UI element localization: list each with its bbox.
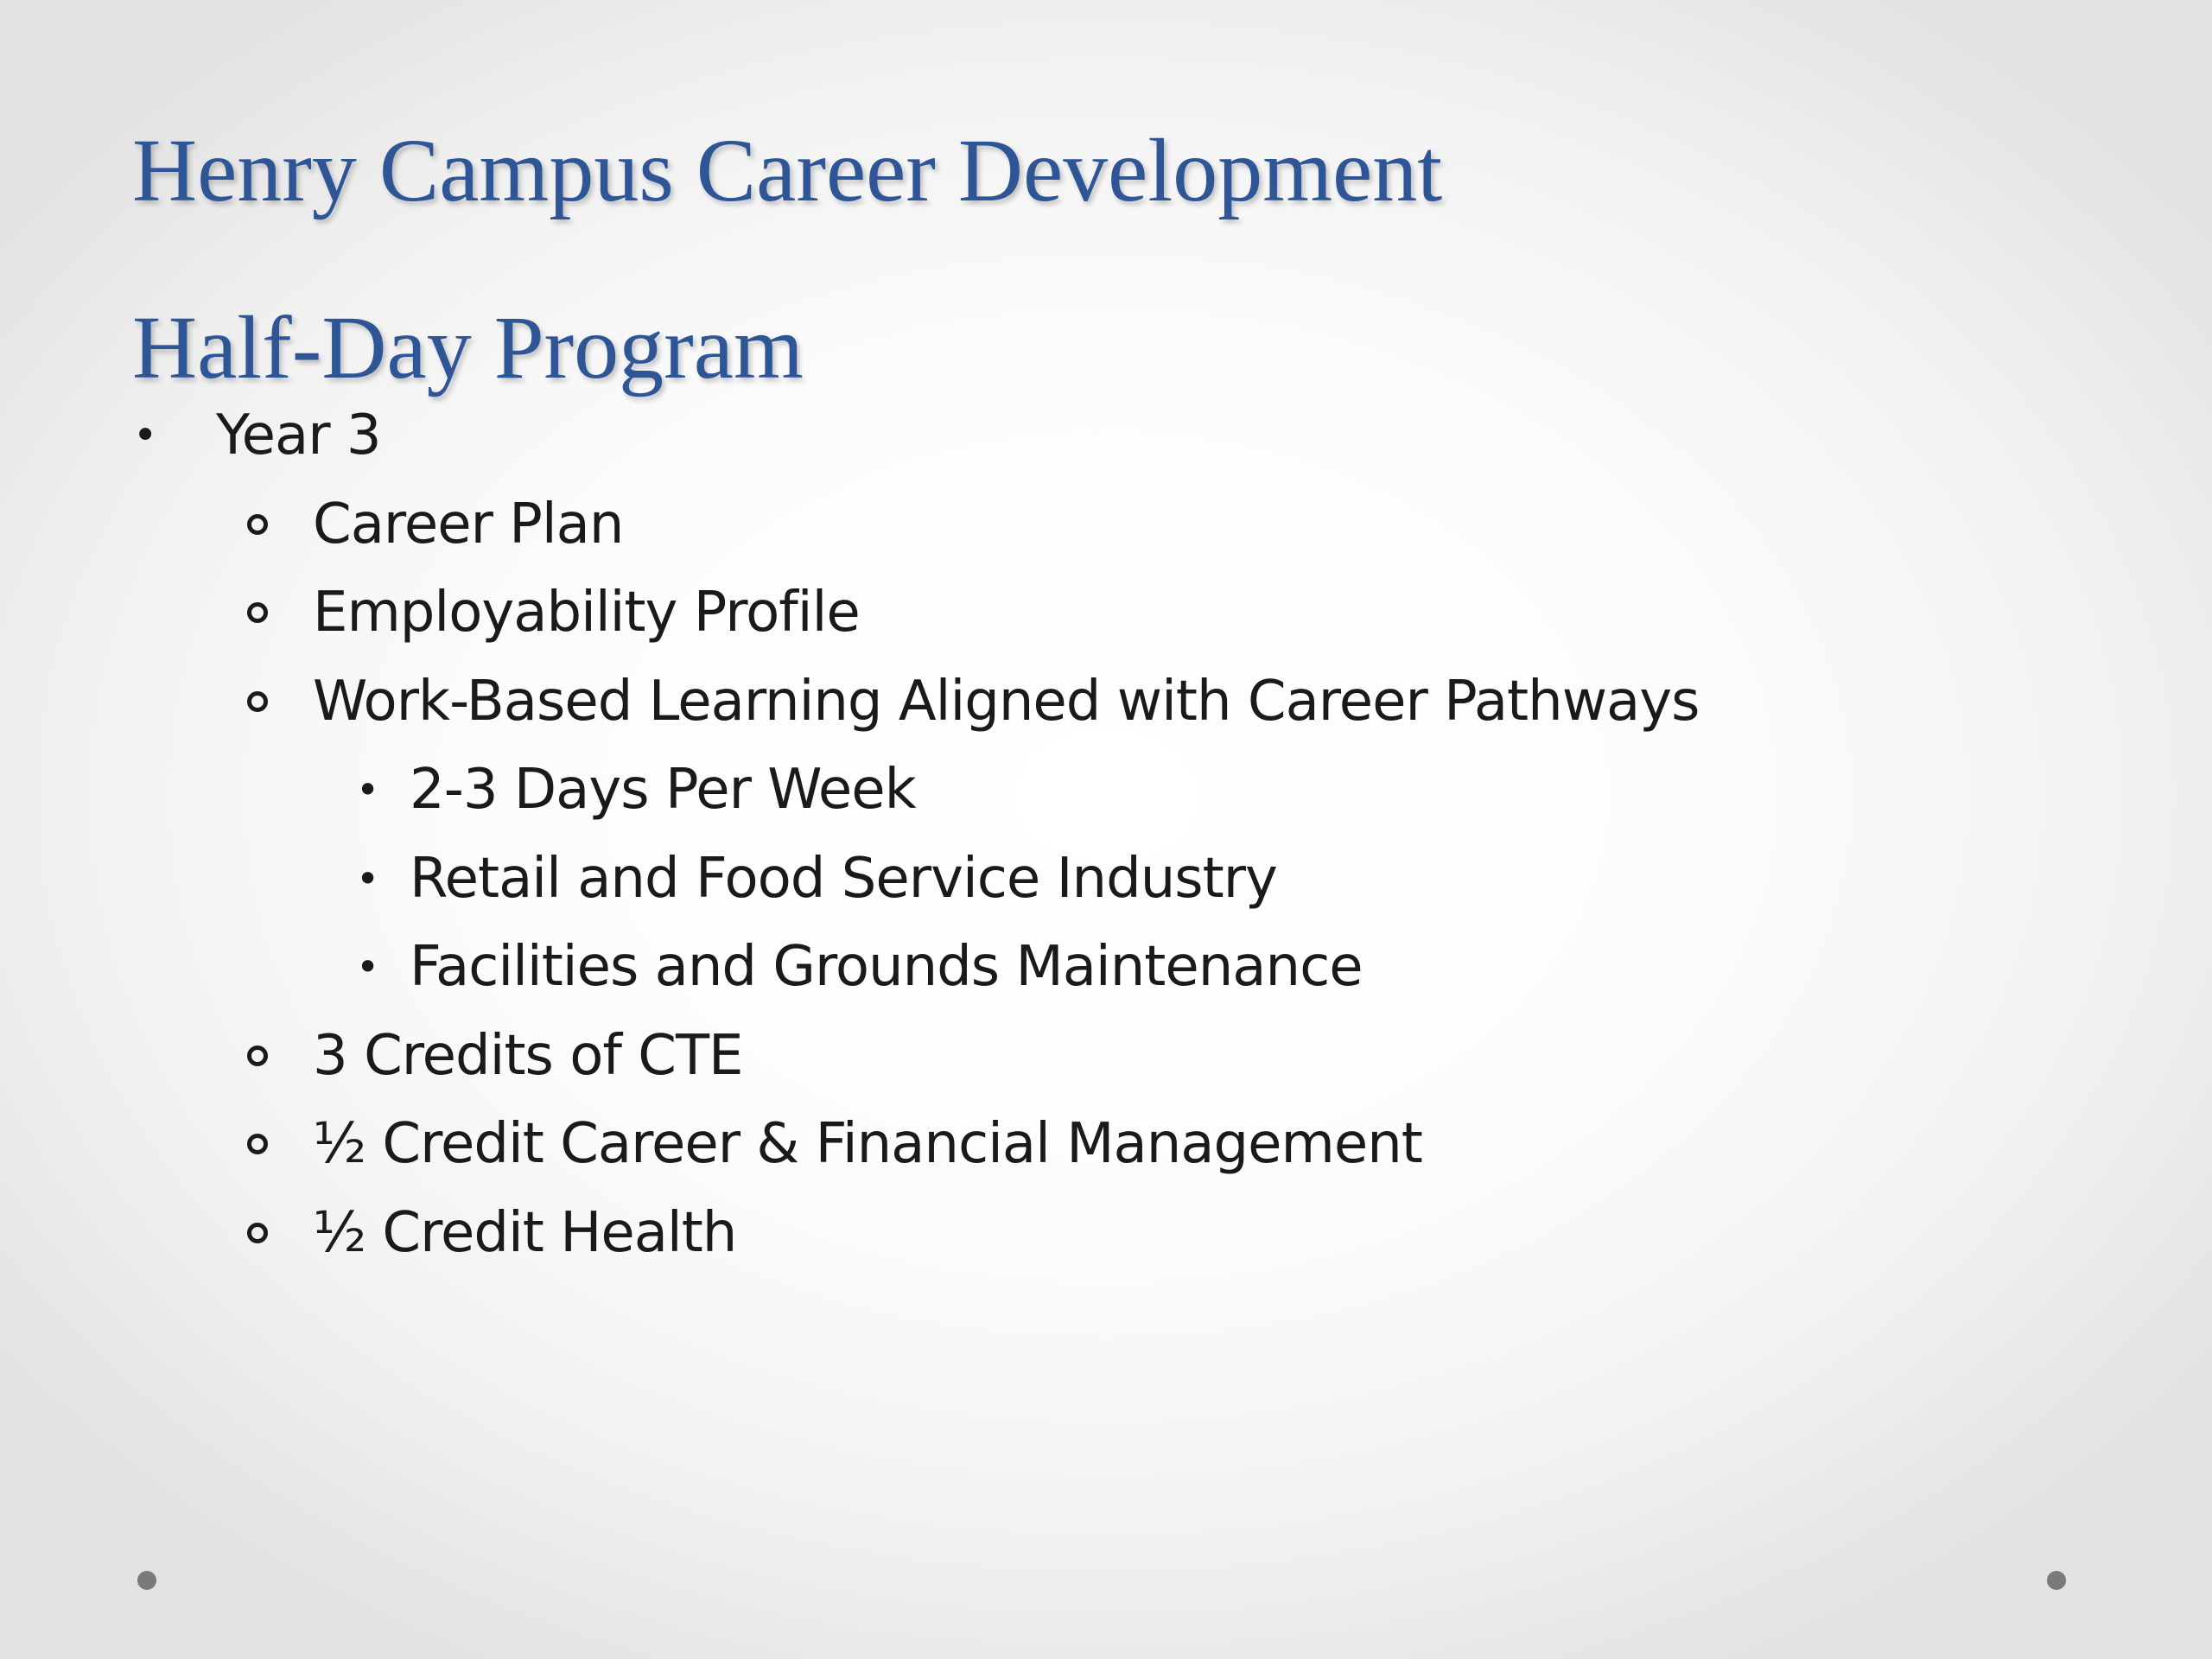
bullet-text: Retail and Food Service Industry xyxy=(410,846,1277,911)
bullet-icon: • xyxy=(133,411,157,460)
bullet-text: Year 3 xyxy=(216,404,381,467)
bullet-item-days-per-week xyxy=(0,746,2212,835)
bullet-text: Employability Profile xyxy=(313,581,860,645)
slide-title-line-1: Henry Campus Career Development xyxy=(132,121,1443,220)
bullet-item-work-based-learning xyxy=(0,658,2212,747)
bullet-text: 3 Credits of CTE xyxy=(313,1023,743,1088)
hollow-circle-bullet-icon xyxy=(247,514,268,535)
hollow-circle-bullet-icon xyxy=(247,1046,268,1066)
bullet-text: ½ Credit Health xyxy=(313,1200,737,1265)
bullet-text: Facilities and Grounds Maintenance xyxy=(410,935,1363,999)
bullet-item-career-plan xyxy=(0,480,2212,569)
bullet-text: ½ Credit Career & Financial Management xyxy=(313,1112,1422,1176)
bullet-item-career-financial-management xyxy=(0,1100,2212,1189)
bullet-item-retail-food-service xyxy=(0,835,2212,924)
bullet-list xyxy=(0,391,2212,1277)
bullet-text: 2-3 Days Per Week xyxy=(410,758,916,822)
bullet-text: Work-Based Learning Aligned with Career Pathways xyxy=(313,669,1700,734)
bullet-item-facilities-grounds xyxy=(0,923,2212,1012)
bullet-item-health xyxy=(0,1189,2212,1278)
corner-dot-left-icon xyxy=(137,1571,156,1590)
hollow-circle-bullet-icon xyxy=(247,1134,268,1154)
bullet-icon: • xyxy=(356,944,379,990)
bullet-icon: • xyxy=(356,855,379,902)
slide-title-line-2: Half-Day Program xyxy=(132,298,804,397)
hollow-circle-bullet-icon xyxy=(247,1223,268,1243)
bullet-item-cte-credits xyxy=(0,1012,2212,1101)
hollow-circle-bullet-icon xyxy=(247,691,268,712)
bullet-item-employability-profile xyxy=(0,569,2212,658)
bullet-icon: • xyxy=(356,766,379,813)
hollow-circle-bullet-icon xyxy=(247,602,268,623)
bullet-text: Career Plan xyxy=(313,492,624,556)
bullet-item-year-3 xyxy=(0,391,2212,480)
corner-dot-right-icon xyxy=(2047,1571,2066,1590)
slide-title xyxy=(132,82,1442,436)
